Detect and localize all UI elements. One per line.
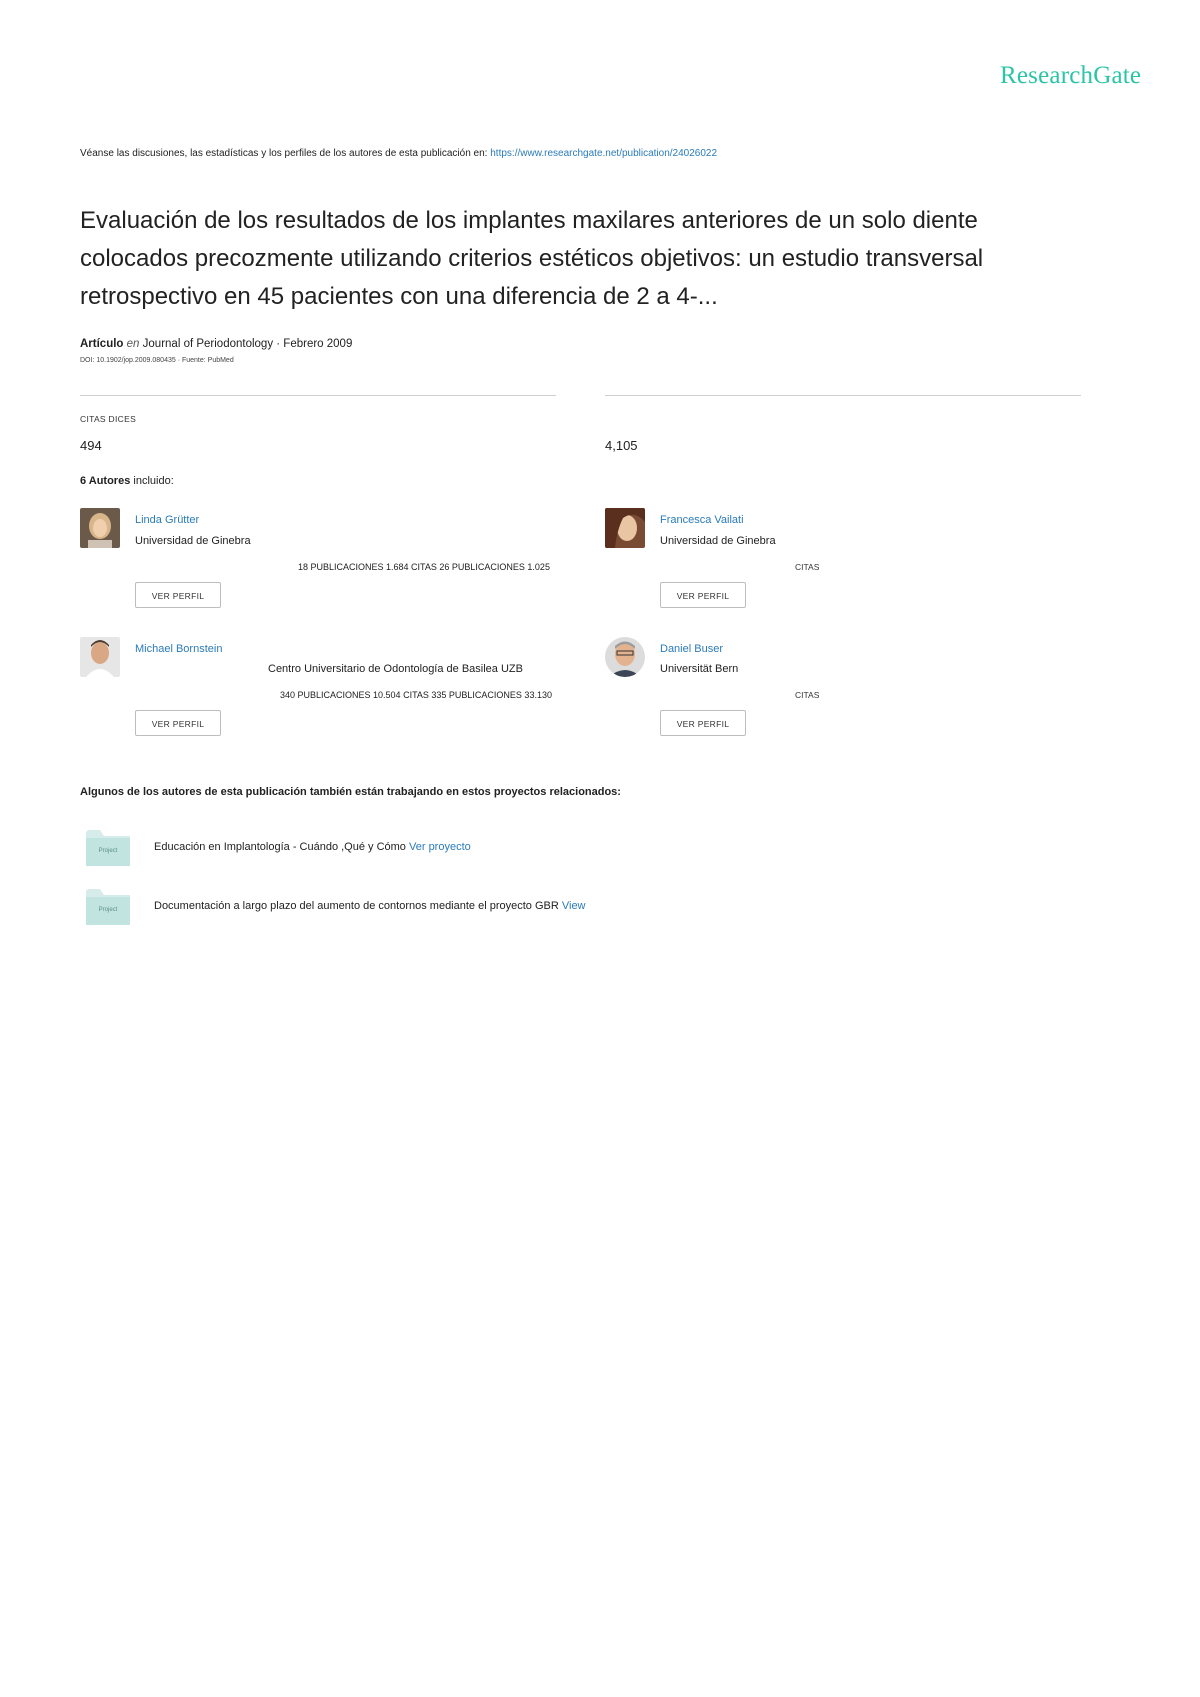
journal-name[interactable]: Journal of Periodontology · Febrero 2009 [142, 338, 353, 350]
researchgate-logo[interactable]: ResearchGate [1000, 62, 1142, 89]
divider-left [80, 395, 556, 396]
citas-label: CITAS [795, 562, 820, 572]
view-profile-button[interactable]: VER PERFIL [660, 582, 746, 608]
author-affiliation: Centro Universitario de Odontología de Basilea UZB [268, 663, 523, 675]
author-name-michael-bornstein[interactable]: Michael Bornstein [135, 643, 223, 655]
author-affiliation: Universität Bern [660, 663, 739, 675]
doi-source: DOI: 10.1902/jop.2009.080435 · Fuente: PubMed [80, 357, 234, 364]
project-item [154, 841, 471, 853]
avatar-linda-grutter[interactable] [80, 508, 120, 548]
project-item [154, 900, 586, 912]
view-project-link[interactable]: Ver proyecto [409, 841, 471, 853]
view-project-link[interactable]: View [561, 900, 586, 912]
view-profile-button[interactable]: VER PERFIL [135, 582, 221, 608]
see-discussions-text: Véanse las discusiones, las estadísticas y los perfiles de los autores de esta publicación en: [80, 148, 488, 159]
article-meta [80, 338, 352, 350]
see-discussions-line [80, 148, 717, 159]
author-name-linda-grutter[interactable]: Linda Grütter [135, 514, 200, 526]
project-folder-icon [86, 887, 130, 925]
avatar-michael-bornstein[interactable] [80, 637, 120, 677]
related-projects-heading: Algunos de los autores de esta publicación también están trabajando en estos proyectos relacionados: [80, 786, 621, 798]
authors-heading [80, 475, 174, 487]
authors-count: 6 Autores [80, 475, 131, 487]
avatar-francesca-vailati[interactable] [605, 508, 645, 548]
project-title: Documentación a largo plazo del aumento de contornos mediante el proyecto GBR [154, 900, 559, 912]
author-stats-row-1: 18 PUBLICACIONES 1.684 CITAS 26 PUBLICACIONES 1.025 [298, 562, 550, 572]
author-affiliation: Universidad de Ginebra [660, 535, 776, 547]
stats-label: CITAS DICES [80, 414, 137, 424]
divider-right [605, 395, 1081, 396]
avatar-daniel-buser[interactable] [605, 637, 645, 677]
author-affiliation: Universidad de Ginebra [135, 535, 251, 547]
view-profile-button[interactable]: VER PERFIL [660, 710, 746, 736]
citations-count: 494 [80, 438, 102, 453]
paper-title: Evaluación de los resultados de los implantes maxilares anteriores de un solo diente colocados precozmente utilizando criterios estéticos objetivos: un estudio transversal retrospectivo en 45 pacientes con una diferencia de 2 a 4-... [80, 207, 984, 310]
citas-label: CITAS [795, 690, 820, 700]
article-in: en [126, 338, 140, 350]
project-icon-label: Project [98, 848, 118, 854]
reads-count: 4,105 [605, 438, 638, 453]
author-name-daniel-buser[interactable]: Daniel Buser [660, 643, 723, 655]
author-stats-row-2: 340 PUBLICACIONES 10.504 CITAS 335 PUBLICACIONES 33.130 [280, 690, 552, 700]
publication-url-link[interactable]: https://www.researchgate.net/publication/24026022 [490, 148, 718, 159]
authors-included: incluido: [133, 475, 174, 487]
author-name-francesca-vailati[interactable]: Francesca Vailati [660, 514, 744, 526]
article-kind: Artículo [80, 338, 124, 350]
view-profile-button[interactable]: VER PERFIL [135, 710, 221, 736]
project-folder-icon [86, 828, 130, 866]
project-icon-label: Project [98, 907, 118, 913]
project-title: Educación en Implantología - Cuándo ,Qué y Cómo [154, 841, 406, 853]
